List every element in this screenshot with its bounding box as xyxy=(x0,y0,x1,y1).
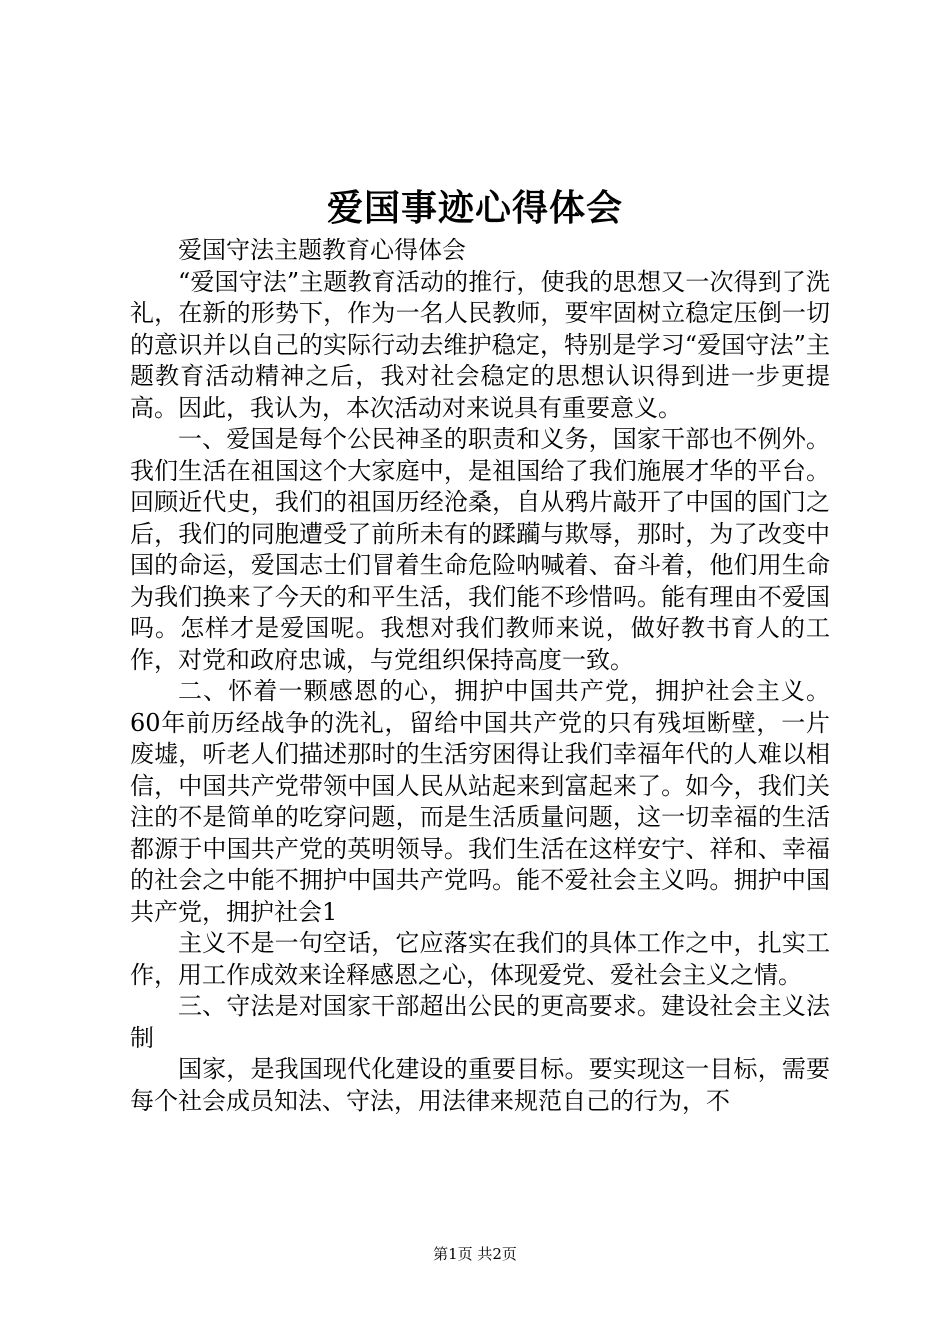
document-title: 爱国事迹心得体会 xyxy=(326,187,623,229)
paragraph-subtitle: 爱国守法主题教育心得体会 xyxy=(178,236,466,264)
paragraph-intro: “爱国守法”主题教育活动的推行，使我的思想又一次得到了洗礼，在新的形势下，作为一名人民教师，要牢固树立稳定压倒一切的意识并以自己的实际行动去维护稳定，特别是学习“爱国守法”主题教育活动精神之后，我对社会稳定的思想认识得到进一步更提高。因此，我认为，本次活动对来说具有重要意义。 xyxy=(130,267,830,422)
paragraph-section-three: 三、守法是对国家干部超出公民的更高要求。建设社会主义法制 xyxy=(130,992,830,1052)
paragraph-section-two-continued: 主义不是一句空话，它应落实在我们的具体工作之中，扎实工作，用工作成效来诠释感恩之心，体现爱党、爱社会主义之情。 xyxy=(130,929,830,989)
paragraph-section-one: 一、爱国是每个公民神圣的职责和义务，国家干部也不例外。我们生活在祖国这个大家庭中，是祖国给了我们施展才华的平台。回顾近代史，我们的祖国历经沧桑，自从鸦片敲开了中国的国门之后，我们的同胞遭受了前所未有的蹂躏与欺辱，那时，为了改变中国的命运，爱国志士们冒着生命危险呐喊着、奋斗着，他们用生命为我们换来了今天的和平生活，我们能不珍惜吗。能有理由不爱国吗。怎样才是爱国呢。我想对我们教师来说，做好教书育人的工作，对党和政府忠诚，与党组织保持高度一致。 xyxy=(130,425,830,674)
paragraph-section-two: 二、怀着一颗感恩的心，拥护中国共产党，拥护社会主义。60年前历经战争的洗礼，留给中国共产党的只有残垣断壁，一片废墟，听老人们描述那时的生活穷困得让我们幸福年代的人难以相信，中国共产党带领中国人民从站起来到富起来了。如今，我们关注的不是简单的吃穿问题，而是生活质量问题，这一切幸福的生活都源于中国共产党的英明领导。我们生活在这样安宁、祥和、幸福的社会之中能不拥护中国共产党吗。能不爱社会主义吗。拥护中国共产党，拥护社会1 xyxy=(130,677,830,926)
paragraph-section-three-continued: 国家，是我国现代化建设的重要目标。要实现这一目标，需要每个社会成员知法、守法，用法律来规范自己的行为，不 xyxy=(130,1055,830,1115)
document-body xyxy=(130,235,830,1117)
page-number-footer: 第1页 共2页 xyxy=(433,1245,517,1263)
